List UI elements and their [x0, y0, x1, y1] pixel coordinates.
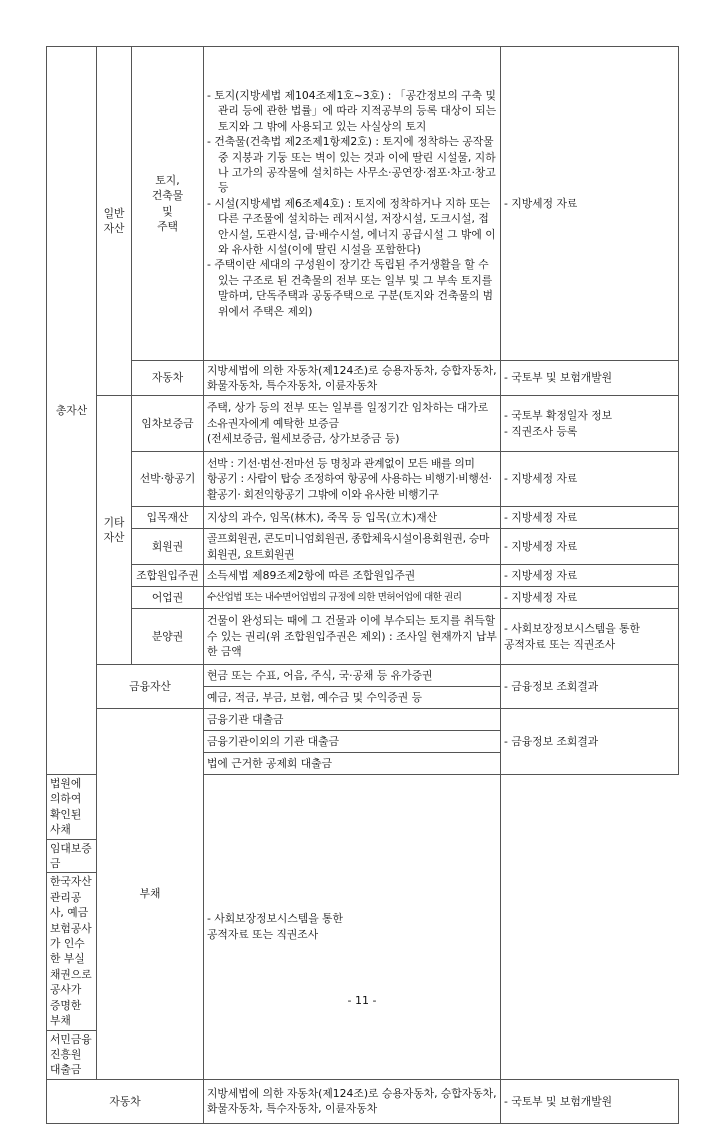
asset-source-table [46, 46, 679, 1124]
vehicle-description: 지방세법에 의한 자동차(제124조)로 승용자동차, 승합자동차, 화물자동차, 특수자동차, 이륜자동차 [204, 361, 501, 396]
facility-bullet: - 시설(지방세법 제6조제4호) : 토지에 정착하거나 지하 또는 다른 구조물에 설치하는 레저시설, 저장시설, 도크시설, 접안시설, 도관시설, 급·배수시설, 에너지 공급시설 그 밖에 이와 유사한 시설(이에 딸린 시설을 포함한다) [207, 196, 496, 257]
category-membership: 회원권 [132, 529, 204, 565]
category-standing-timber: 입목재산 [132, 507, 204, 529]
table-row [47, 396, 679, 452]
liability-3: 법에 근거한 공제회 대출금 [204, 753, 501, 775]
source-local-tax: - 지방세정 자료 [501, 507, 679, 529]
presale-rights-description: 건물이 완성되는 때에 그 건물과 이에 부수되는 토지를 취득할 수 있는 권리(위 조합원입주권은 제외) : 조사일 현재까지 납부한 금액 [204, 609, 501, 665]
source-lease: - 국토부 확정일자 정보 - 직권조사 등록 [501, 396, 679, 452]
source-local-tax: - 지방세정 자료 [501, 565, 679, 587]
page-number: - 11 - [347, 994, 377, 1007]
table-row [47, 587, 679, 609]
vehicle-bottom-description: 지방세법에 의한 자동차(제124조)로 승용자동차, 승합자동차, 화물자동차, 특수자동차, 이륜자동차 [204, 1079, 501, 1123]
membership-description: 골프회원권, 콘도미니엄회원권, 종합체육시설이용회원권, 승마회원권, 요트회원권 [204, 529, 501, 565]
source-social-security: - 사회보장정보시스템을 통한 공적자료 또는 직권조사 [204, 775, 501, 1080]
source-local-tax: - 지방세정 자료 [501, 452, 679, 507]
land-bullet: - 토지(지방세법 제104조제1호~3호) : 「공간정보의 구축 및 관리 등에 관한 법률」에 따라 지적공부의 등록 대상이 되는 토지와 그 밖에 사용되고 있는 사실상의 토지 [207, 88, 497, 133]
table-row [47, 452, 679, 507]
table-row [47, 565, 679, 587]
source-local-tax: - 지방세정 자료 [501, 529, 679, 565]
financial-description-1: 현금 또는 수표, 어음, 주식, 국·공채 등 유가증권 [204, 665, 501, 687]
table-row [47, 609, 679, 665]
land-description [204, 47, 501, 361]
category-ship-aircraft: 선박·항공기 [132, 452, 204, 507]
category-union-member-rights: 조합원입주권 [132, 565, 204, 587]
source-financial-info: - 금융정보 조회결과 [501, 709, 679, 775]
standing-timber-description: 지상의 과수, 임목(林木), 죽목 등 입목(立木)재산 [204, 507, 501, 529]
category-presale-rights: 분양권 [132, 609, 204, 665]
category-land-buildings-housing: 토지, 건축물 및 주택 [132, 47, 204, 361]
category-fishing-rights: 어업권 [132, 587, 204, 609]
ship-aircraft-description: 선박 : 기선·범선·전마선 등 명칭과 관계없이 모든 배를 의미 항공기 : 사람이 탑승 조정하여 항공에 사용하는 비행기·비행선·활공기· 회전익항공기 그밖에 이와 유사한 비행기구 [204, 452, 501, 507]
lease-deposit-description: 주택, 상가 등의 전부 또는 일부를 일정기간 임차하는 대가로 소유권자에게 예탁한 보증금 (전세보증금, 월세보증금, 상가보증금 등) [204, 396, 501, 452]
building-bullet: - 건축물(건축법 제2조제1항제2호) : 토지에 정착하는 공작물 중 지붕과 기둥 또는 벽이 있는 것과 이에 딸린 시설물, 지하나 고가의 공작물에 설치하는 사무소·공연장·점포·차고·창고 등 [207, 135, 496, 195]
source-social-security: - 사회보장정보시스템을 통한 공적자료 또는 직권조사 [501, 609, 679, 665]
category-other-assets: 기타 자산 [97, 396, 132, 665]
liability-1: 금융기관 대출금 [204, 709, 501, 731]
category-liabilities: 부채 [97, 709, 204, 1080]
table-row [47, 1079, 679, 1123]
source-molit-insurance: - 국토부 및 보험개발원 [501, 1079, 679, 1123]
union-member-rights-description: 소득세법 제89조제2항에 따른 조합원입주권 [204, 565, 501, 587]
category-lease-deposit: 임차보증금 [132, 396, 204, 452]
category-vehicle: 자동차 [132, 361, 204, 396]
table-row [47, 709, 679, 731]
source-local-tax: - 지방세정 자료 [501, 47, 679, 361]
liability-5: 임대보증금 [47, 839, 97, 873]
source-molit-insurance: - 국토부 및 보험개발원 [501, 361, 679, 396]
table-row [47, 361, 679, 396]
liability-7: 서민금융진흥원 대출금 [47, 1030, 97, 1079]
table-row [47, 529, 679, 565]
category-vehicle-bottom: 자동차 [47, 1079, 204, 1123]
housing-bullet: - 주택이란 세대의 구성원이 장기간 독립된 주거생활을 할 수 있는 구조로 된 건축물의 전부 또는 일부 및 그 부속 토지를 말하며, 단독주택과 공동주택으로 구분(토지와 건축물의 범위에서 주택은 제외) [207, 258, 494, 318]
liability-4: 법원에 의하여 확인된 사채 [47, 775, 97, 840]
category-total-assets: 총자산 [47, 47, 97, 775]
table-row [47, 507, 679, 529]
liability-2: 금융기관이외의 기관 대출금 [204, 731, 501, 753]
source-local-tax: - 지방세정 자료 [501, 587, 679, 609]
category-general-assets: 일반 자산 [97, 47, 132, 396]
source-financial-info: - 금융정보 조회결과 [501, 665, 679, 709]
table-row [47, 665, 679, 687]
financial-description-2: 예금, 적금, 부금, 보험, 예수금 및 수익증권 등 [204, 687, 501, 709]
table-row [47, 47, 679, 361]
category-financial-assets: 금융자산 [97, 665, 204, 709]
liability-6: 한국자산관리공사, 예금보험공사가 인수한 부실채권으로 공사가 증명한 부채 [47, 873, 97, 1030]
fishing-rights-description: 수산업법 또는 내수면어업법의 규정에 의한 면허어업에 대한 권리 [204, 587, 501, 609]
